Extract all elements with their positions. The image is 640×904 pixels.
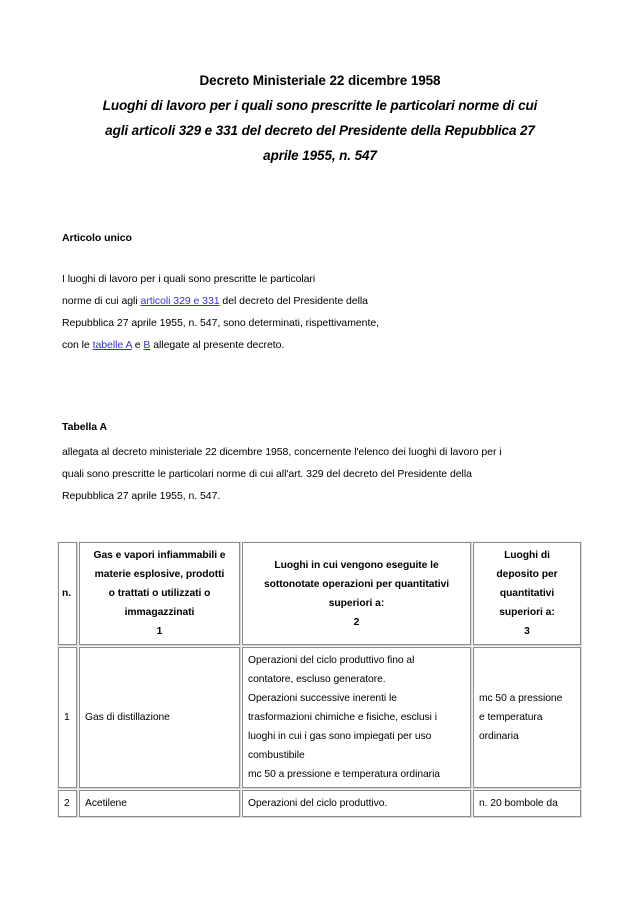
- table-row: [57, 646, 582, 789]
- table-header-col1-number: 1: [156, 626, 163, 637]
- table-header-col3-line-3: quantitativi: [499, 588, 555, 599]
- table-header-col2-line-3: superiori a:: [328, 597, 385, 609]
- row-1-col3-line-1: mc 50 a pressione: [479, 693, 563, 704]
- row-2-col2-line-1: Operazioni del ciclo produttivo.: [248, 798, 388, 809]
- row-1-col3: [472, 646, 582, 789]
- row-1-col2-line-6: combustibile: [248, 750, 305, 761]
- table-header-col2: [241, 541, 472, 646]
- row-1-col3-line-2: e temperatura: [479, 712, 543, 723]
- articolo-line-2: [62, 290, 532, 312]
- link-tabelle-a[interactable]: tabelle A: [92, 339, 132, 351]
- table-header-col1-line-2: materie esplosive, prodotti: [94, 569, 225, 580]
- table-header-col1-line-1: Gas e vapori infiammabili e: [93, 550, 226, 561]
- document-subtitle-line-2: agli articoli 329 e 331 del decreto del Presidente della Repubblica 27: [105, 123, 535, 138]
- row-2-col3: [472, 789, 582, 818]
- table-header-col2-number: 2: [353, 616, 360, 628]
- table-header-col1-line-3: o trattati o utilizzati o: [108, 588, 211, 599]
- articolo-unico-paragraph: [62, 268, 532, 356]
- row-1-col2: [241, 646, 472, 789]
- articolo-line-4-suffix: allegate al presente decreto.: [150, 339, 285, 351]
- table-row: [57, 789, 582, 818]
- articolo-line-3: [62, 312, 532, 334]
- tabella-a-table: [57, 541, 582, 818]
- row-1-num: 1: [57, 646, 78, 789]
- tabella-intro-line-3: Repubblica 27 aprile 1955, n. 547.: [62, 490, 221, 502]
- articolo-line-3-text: Repubblica 27 aprile 1955, n. 547, sono determinati, rispettivamente,: [62, 317, 379, 329]
- row-1-col2-line-2: contatore, escluso generatore.: [248, 674, 386, 685]
- table-header-num: n.: [57, 541, 78, 646]
- table-header-col1: [78, 541, 241, 646]
- tabella-a-heading: Tabella A: [62, 421, 108, 433]
- table-header-col2-line-1: Luoghi in cui vengono eseguite le: [274, 559, 439, 571]
- articolo-unico-section: [62, 231, 532, 356]
- table-header-col2-line-2: sottonotate operazioni per quantitativi: [263, 578, 450, 590]
- table-header-col1-line-4: immagazzinati: [124, 607, 195, 618]
- document-subtitle-line-1: Luoghi di lavoro per i quali sono prescritte le particolari norme di cui: [102, 98, 538, 113]
- tabella-intro-line-2: quali sono prescritte le particolari norme di cui all'art. 329 del decreto del Presidente della: [62, 468, 472, 480]
- articolo-unico-heading: Articolo unico: [62, 232, 132, 244]
- table-header-col3-line-2: deposito per: [496, 569, 558, 580]
- tabella-a-intro-paragraph: [62, 441, 572, 507]
- link-articoli-329-331[interactable]: articoli 329 e 331: [140, 295, 220, 307]
- row-2-col1: Acetilene: [78, 789, 241, 818]
- link-tabella-b[interactable]: B: [143, 339, 151, 351]
- row-2-num: 2: [57, 789, 78, 818]
- articolo-line-1: [62, 268, 532, 290]
- tabella-intro-line-1: allegata al decreto ministeriale 22 dicembre 1958, concernente l'elenco dei luoghi di lavoro per i: [62, 446, 502, 458]
- articolo-line-2-suffix: del decreto del Presidente della: [219, 295, 368, 307]
- row-2-col2: [241, 789, 472, 818]
- row-1-col1: Gas di distillazione: [78, 646, 241, 789]
- articolo-line-4-prefix: con le: [62, 339, 93, 351]
- row-1-col2-line-3: Operazioni successive inerenti le: [248, 693, 397, 704]
- tabella-a-intro-section: [62, 420, 572, 507]
- document-subtitle-line-3: aprile 1955, n. 547: [263, 148, 377, 163]
- table-header-col3: [472, 541, 582, 646]
- row-2-col3-line-1: n. 20 bombole da: [479, 798, 558, 809]
- articolo-line-2-prefix: norme di cui agli: [62, 295, 141, 307]
- row-1-col3-line-3: ordinaria: [479, 731, 519, 742]
- articolo-line-4: [62, 334, 532, 356]
- table-header-col3-line-1: Luoghi di: [504, 550, 550, 561]
- table-header-row: [57, 541, 582, 646]
- row-1-col2-line-7: mc 50 a pressione e temperatura ordinaria: [248, 769, 440, 780]
- table-header-col3-line-4: superiori a:: [499, 607, 555, 618]
- row-1-col2-line-1: Operazioni del ciclo produttivo fino al: [248, 655, 415, 666]
- row-1-col2-line-5: luoghi in cui i gas sono impiegati per uso: [248, 731, 432, 742]
- articolo-line-1-text: I luoghi di lavoro per i quali sono prescritte le particolari: [62, 273, 316, 285]
- page-title: Decreto Ministeriale 22 dicembre 1958: [199, 73, 441, 88]
- articolo-line-4-mid: e: [131, 339, 144, 351]
- document-title-block: [60, 68, 580, 168]
- table-header-col3-number: 3: [524, 626, 530, 637]
- row-1-col2-line-4: trasformazioni chimiche e fisiche, esclusi i: [248, 712, 437, 723]
